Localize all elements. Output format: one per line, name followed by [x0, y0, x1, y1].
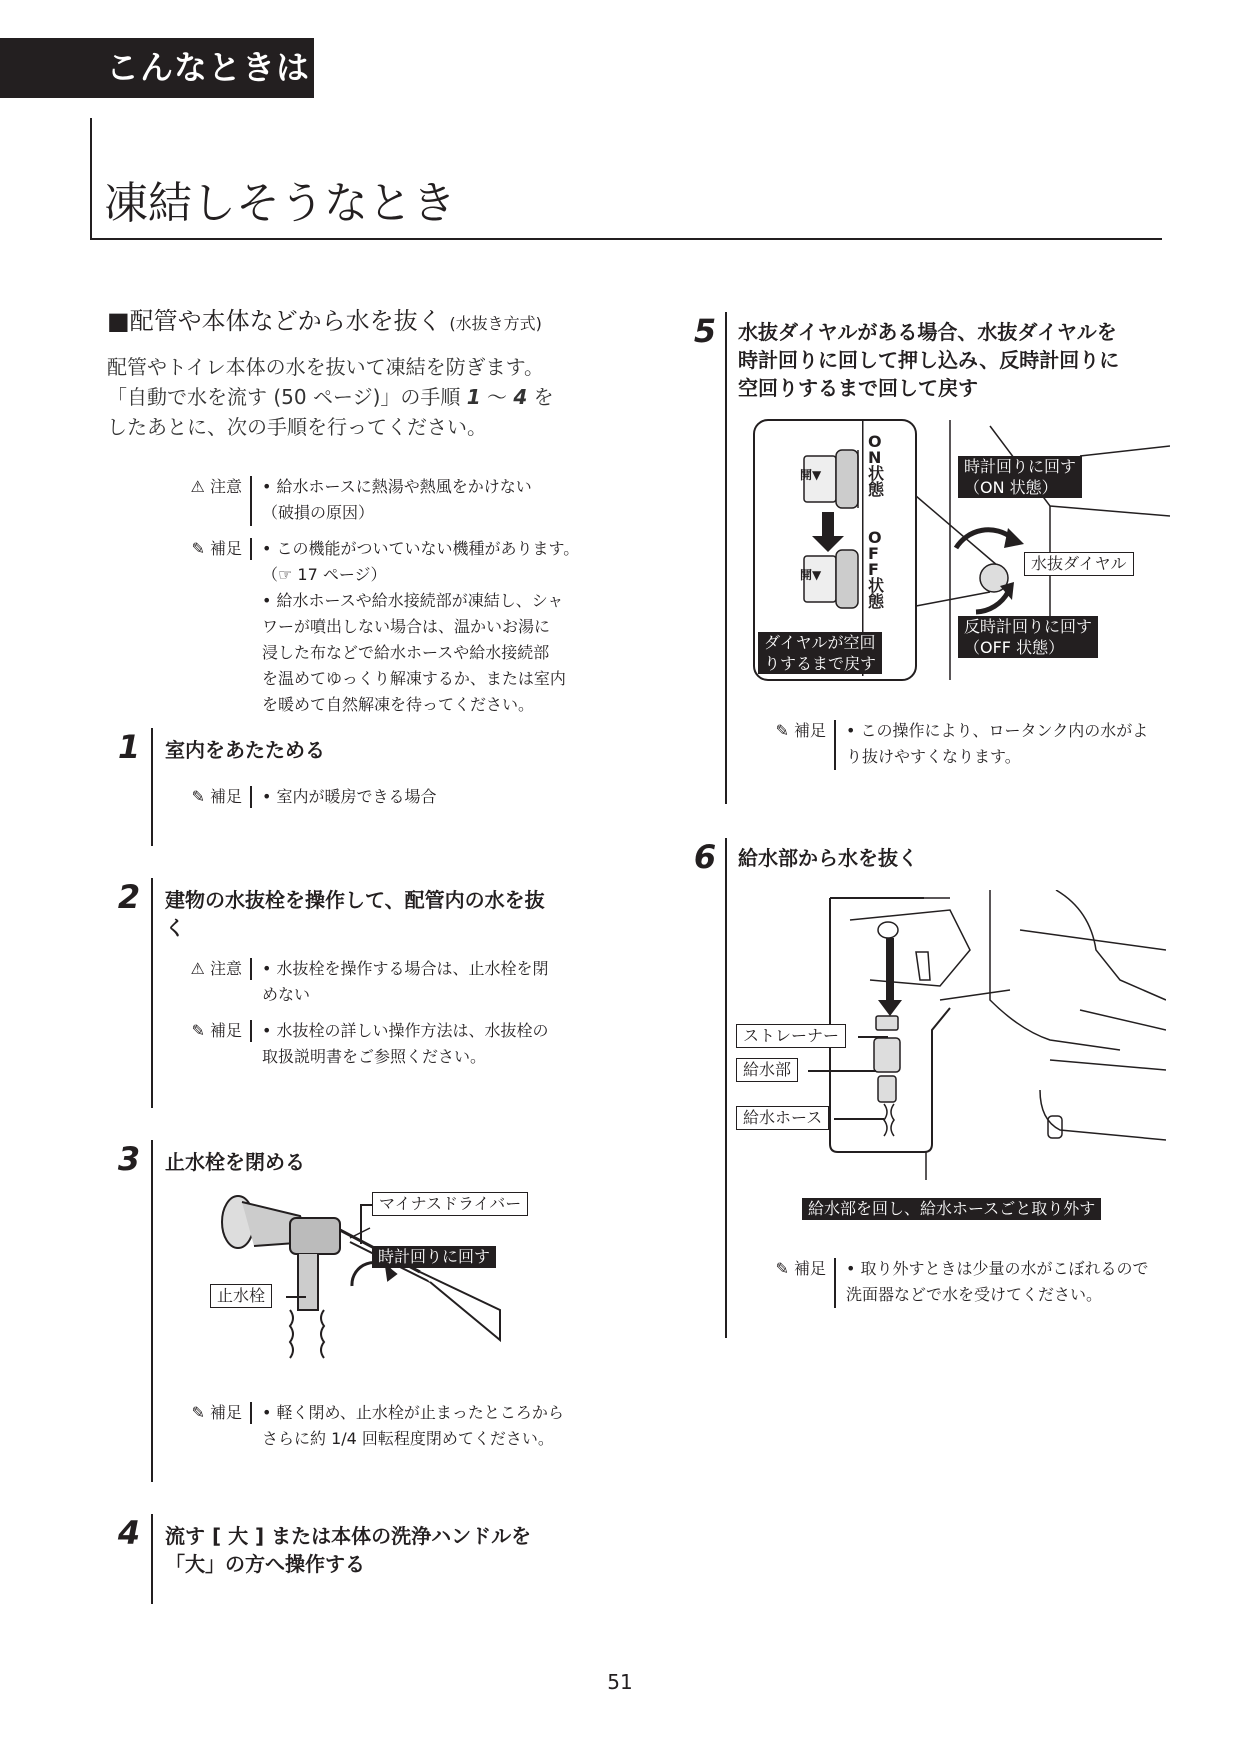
water-supply-illustration	[820, 890, 1166, 1180]
step-number: 1	[117, 728, 141, 766]
step-title: 流す [ 大 ] または本体の洗浄ハンドルを 「大」の方へ操作する	[165, 1524, 532, 1576]
step-title: 水抜ダイヤルがある場合、水抜ダイヤルを 時計回りに回して押し込み、反時計回りに 空回りするまで回して戻す	[738, 320, 1120, 400]
pencil-icon: ✎	[191, 539, 205, 558]
supplement-note: ✎ 補足 • 水抜栓の詳しい操作方法は、水抜栓の 取扱説明書をご参照ください。	[191, 1021, 549, 1066]
chapter-tab: こんなときは	[0, 38, 314, 98]
leader-line	[858, 1036, 888, 1038]
step-number: 6	[693, 838, 717, 876]
supplement-note: ✎ 補足 • この機能がついていない機種があります。 （☞ 17 ページ） • 給水ホースや給水接続部が凍結し、シャ ワーが噴出しない場合は、温かいお湯に 浸した布などで給水ホースや給水接続部 を温めてゆっくり解凍するか、または室内 を暖めて自然解凍を待ってください。	[191, 539, 580, 714]
label-water-supply: 給水部	[736, 1058, 798, 1082]
supplement-note: ✎ 補足 • 軽く閉め、止水栓が止まったところから さらに約 1/4 回転程度閉めてください。	[191, 1403, 564, 1448]
supplement-note: ✎ 補足 • 室内が暖房できる場合	[191, 787, 437, 806]
label-off-state: OFF状態	[868, 528, 885, 611]
warning-icon: ⚠	[190, 959, 205, 978]
label-clockwise-on: 時計回りに回す （ON 状態）	[958, 456, 1082, 498]
caution-note: ⚠ 注意 • 水抜栓を操作する場合は、止水栓を閉 めない	[190, 959, 549, 1004]
pencil-icon: ✎	[191, 787, 205, 806]
page-number: 51	[607, 1670, 633, 1694]
page-title: 凍結しそうなとき	[104, 178, 456, 229]
label-on-state: ON状態	[868, 432, 885, 499]
label-remove-hose: 給水部を回し、給水ホースごと取り外す	[802, 1198, 1101, 1220]
step-number: 5	[693, 312, 717, 350]
leader-line	[360, 1204, 362, 1244]
step-number: 2	[117, 878, 141, 916]
step-rule	[151, 1140, 153, 1482]
pencil-icon: ✎	[775, 721, 789, 740]
leader-line	[834, 1118, 884, 1120]
leader-line	[808, 1070, 876, 1072]
leader-line	[360, 1204, 372, 1206]
label-flathead-screwdriver: マイナスドライバー	[372, 1192, 528, 1216]
caution-note: ⚠ 注意 • 給水ホースに熱湯や熱風をかけない （破損の原因）	[172, 474, 592, 530]
step-title: 給水部から水を抜く	[738, 846, 918, 870]
label-strainer: ストレーナー	[736, 1024, 846, 1048]
step-rule	[151, 1514, 153, 1604]
title-rule-horizontal	[90, 238, 1162, 240]
title-rule-vertical	[90, 118, 92, 240]
dial-knob-text: 開▼	[800, 568, 822, 582]
label-counterclockwise-off: 反時計回りに回す （OFF 状態）	[958, 616, 1098, 658]
label-turn-clockwise: 時計回りに回す	[372, 1246, 496, 1268]
step-number: 3	[117, 1140, 141, 1178]
step-rule	[725, 838, 727, 1338]
pencil-icon: ✎	[191, 1021, 205, 1040]
step-rule	[151, 878, 153, 1108]
pencil-icon: ✎	[191, 1403, 205, 1422]
warning-icon: ⚠	[190, 477, 205, 496]
dial-knob-text: 開▼	[800, 468, 822, 482]
intro-text: 配管やトイレ本体の水を抜いて凍結を防ぎます。 「自動で水を流す (50 ページ)」の手順 1 ～ 4 を したあとに、次の手順を行ってください。	[107, 355, 554, 439]
pencil-icon: ✎	[775, 1259, 789, 1278]
step-rule	[725, 312, 727, 804]
label-drain-dial: 水抜ダイヤル	[1024, 552, 1134, 576]
label-stop-valve: 止水栓	[210, 1284, 272, 1308]
step-title: 止水栓を閉める	[165, 1150, 305, 1174]
leader-line	[286, 1296, 306, 1298]
section-heading: ■配管や本体などから水を抜く (水抜き方式)	[107, 307, 542, 335]
step-rule	[151, 728, 153, 846]
supplement-note: ✎ 補足 • 取り外すときは少量の水がこぼれるので 洗面器などで水を受けてください。	[756, 1256, 1176, 1312]
step-title: 建物の水抜栓を操作して、配管内の水を抜 く	[165, 888, 545, 940]
supplement-note: ✎ 補足 • この操作により、ロータンク内の水がよ り抜けやすくなります。	[756, 718, 1176, 774]
step-title: 室内をあたためる	[165, 738, 325, 762]
step-number: 4	[117, 1514, 141, 1552]
label-supply-hose: 給水ホース	[736, 1106, 829, 1130]
label-until-spin: ダイヤルが空回 りするまで戻す	[758, 632, 882, 674]
